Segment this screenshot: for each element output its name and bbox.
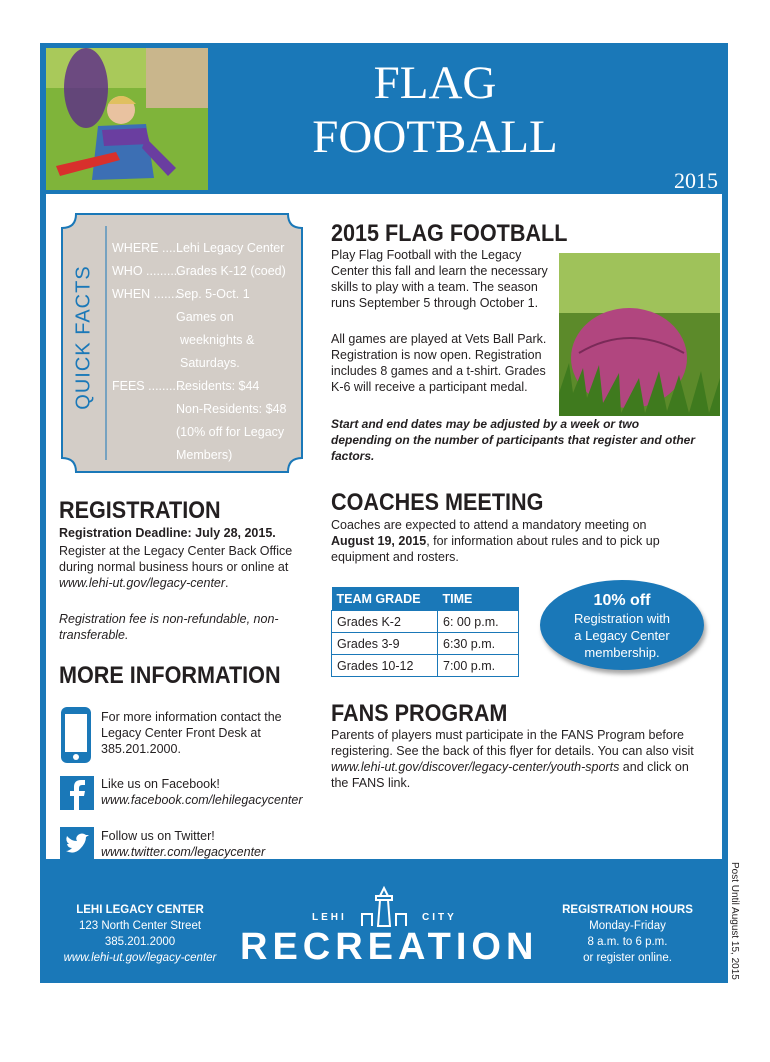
coaches-text-start: Coaches are expected to attend a mandatory meeting on: [331, 518, 647, 532]
logo-right-text: CITY: [422, 912, 457, 923]
registration-fee-note: Registration fee is non-refundable, non-transferable.: [59, 612, 279, 642]
coaches-text-end: , for information about rules and to pick up equipment and rosters.: [331, 534, 660, 564]
quick-fact-key: WHERE ......: [112, 241, 183, 255]
schedule-table: [331, 587, 519, 677]
footer-phone: 385.201.2000: [104, 936, 176, 948]
hours-online: or register online.: [583, 952, 672, 964]
footer: [40, 862, 728, 983]
quick-fact-key: [112, 306, 176, 329]
quick-fact-row: [112, 444, 302, 467]
quick-fact-row: [112, 352, 302, 375]
hours-times: 8 a.m. to 6 p.m.: [587, 936, 668, 948]
twitter-link[interactable]: www.twitter.com/legacycenter: [101, 845, 266, 859]
flag-football-paragraph-1: Play Flag Football with the Legacy Center this fall and learn the necessary skills to play with a team. The season runs September 5 through October 1.: [331, 248, 548, 310]
registration-deadline: Registration Deadline: July 28, 2015.: [59, 526, 276, 540]
quick-fact-value: Grades K-12 (coed): [176, 264, 286, 278]
section-heading-registration: REGISTRATION: [59, 497, 221, 524]
fans-link[interactable]: www.lehi-ut.gov/discover/legacy-center/youth-sports: [331, 760, 620, 774]
quick-fact-row: [112, 306, 302, 329]
quick-fact-row: [112, 398, 302, 421]
schedule-header-time: TIME: [438, 587, 519, 611]
phone-contact-text: For more information contact the Legacy Center Front Desk at 385.201.2000.: [101, 710, 282, 756]
quick-fact-value: Lehi Legacy Center: [176, 241, 285, 255]
quick-fact-value: Members): [176, 448, 233, 462]
phone-icon: [60, 706, 92, 764]
lighthouse-icon: [358, 886, 410, 928]
quick-fact-row: [112, 260, 302, 283]
facebook-text: Like us on Facebook!: [101, 777, 220, 791]
quick-fact-value: weeknights &: [180, 333, 255, 347]
quick-fact-key: [112, 398, 176, 421]
discount-badge: [540, 580, 704, 670]
grade-cell: Grades 10-12: [332, 655, 438, 677]
table-row: [332, 655, 519, 677]
footer-website[interactable]: www.lehi-ut.gov/legacy-center: [63, 952, 217, 964]
section-heading-more-information: MORE INFORMATION: [59, 662, 281, 689]
facebook-block: [101, 776, 311, 808]
registration-link[interactable]: www.lehi-ut.gov/legacy-center: [59, 576, 226, 590]
quick-fact-value: (10% off for Legacy: [176, 425, 285, 439]
quick-fact-value: Sep. 5-Oct. 1: [176, 287, 250, 301]
schedule-header-grade: TEAM GRADE: [332, 587, 438, 611]
fans-text: [331, 727, 701, 791]
facebook-icon[interactable]: [60, 776, 94, 810]
coaches-text: [331, 517, 691, 565]
quick-fact-value: Non-Residents: $48: [176, 402, 287, 416]
logo-main-text: RECREATION: [240, 926, 539, 968]
table-row: [332, 633, 519, 655]
logo-left-text: LEHI: [312, 912, 347, 923]
section-heading-flag-football: 2015 FLAG FOOTBALL: [331, 220, 568, 247]
quick-facts-label: QUICK FACTS: [72, 265, 95, 410]
flag-football-paragraph-2: All games are played at Vets Ball Park. Registration is now open. Registration includes 8 games and a t-shirt. Grades K-6 will receive a participant medal.: [331, 332, 547, 394]
table-row: [332, 611, 519, 633]
registration-text: [59, 543, 303, 591]
registration-hours: [530, 902, 725, 966]
quick-fact-key: [112, 421, 176, 444]
discount-line-2: a Legacy Center: [574, 628, 670, 643]
quick-fact-key: [112, 444, 176, 467]
quick-fact-row: [112, 329, 302, 352]
quick-fact-row: [112, 421, 302, 444]
twitter-text: Follow us on Twitter!: [101, 829, 215, 843]
grade-cell: Grades K-2: [332, 611, 438, 633]
quick-fact-key: WHEN ........: [112, 287, 182, 301]
hours-days: Monday-Friday: [589, 920, 666, 932]
title-year: 2015: [674, 168, 718, 193]
registration-period: .: [225, 576, 229, 590]
page-title: [300, 56, 570, 164]
quick-fact-key: WHO ..........: [112, 264, 181, 278]
fans-text-end: and click on the FANS link.: [331, 760, 689, 790]
title-line-2: FOOTBALL: [312, 111, 558, 163]
post-until-note: Post Until August 15, 2015: [729, 862, 740, 980]
facebook-link[interactable]: www.facebook.com/lehilegacycenter: [101, 793, 303, 807]
header-photo: [46, 48, 208, 190]
quick-fact-value: Residents: $44: [176, 379, 260, 393]
time-cell: 6:30 p.m.: [438, 633, 519, 655]
quick-fact-key: FEES ...........: [112, 379, 187, 393]
quick-fact-row: [112, 237, 302, 260]
quick-fact-row: [112, 375, 302, 398]
section-heading-coaches-meeting: COACHES MEETING: [331, 489, 544, 516]
quick-fact-row: [112, 283, 302, 306]
discount-line-3: membership.: [584, 645, 660, 660]
footer-address: [40, 902, 240, 966]
twitter-block: [101, 828, 311, 860]
quick-fact-value: Saturdays.: [180, 356, 240, 370]
twitter-icon[interactable]: [60, 827, 94, 861]
time-cell: 6: 00 p.m.: [438, 611, 519, 633]
footer-street: 123 North Center Street: [78, 920, 202, 932]
quick-facts-list: [112, 237, 302, 467]
quick-fact-key: [112, 329, 176, 352]
grade-cell: Grades 3-9: [332, 633, 438, 655]
registration-instructions: Register at the Legacy Center Back Office during normal business hours or online at: [59, 544, 293, 574]
discount-line-1: Registration with: [573, 611, 671, 626]
footer-venue-name: LEHI LEGACY CENTER: [76, 904, 204, 916]
discount-title: 10% off: [593, 592, 651, 609]
quick-fact-key: [112, 352, 176, 375]
dates-note: Start and end dates may be adjusted by a week or two depending on the number of participants that register and other factors.: [331, 417, 696, 463]
coaches-meeting-date: August 19, 2015: [331, 534, 427, 548]
hours-title: REGISTRATION HOURS: [562, 904, 693, 916]
recreation-logo: [240, 882, 539, 982]
time-cell: 7:00 p.m.: [438, 655, 519, 677]
quick-fact-value: Games on: [176, 310, 234, 324]
title-line-1: FLAG: [373, 57, 497, 109]
fans-text-start: Parents of players must participate in the FANS Program before registering. See the back of this flyer for details. You can also visit: [331, 728, 694, 758]
football-photo: [559, 253, 720, 416]
section-heading-fans-program: FANS PROGRAM: [331, 700, 508, 727]
